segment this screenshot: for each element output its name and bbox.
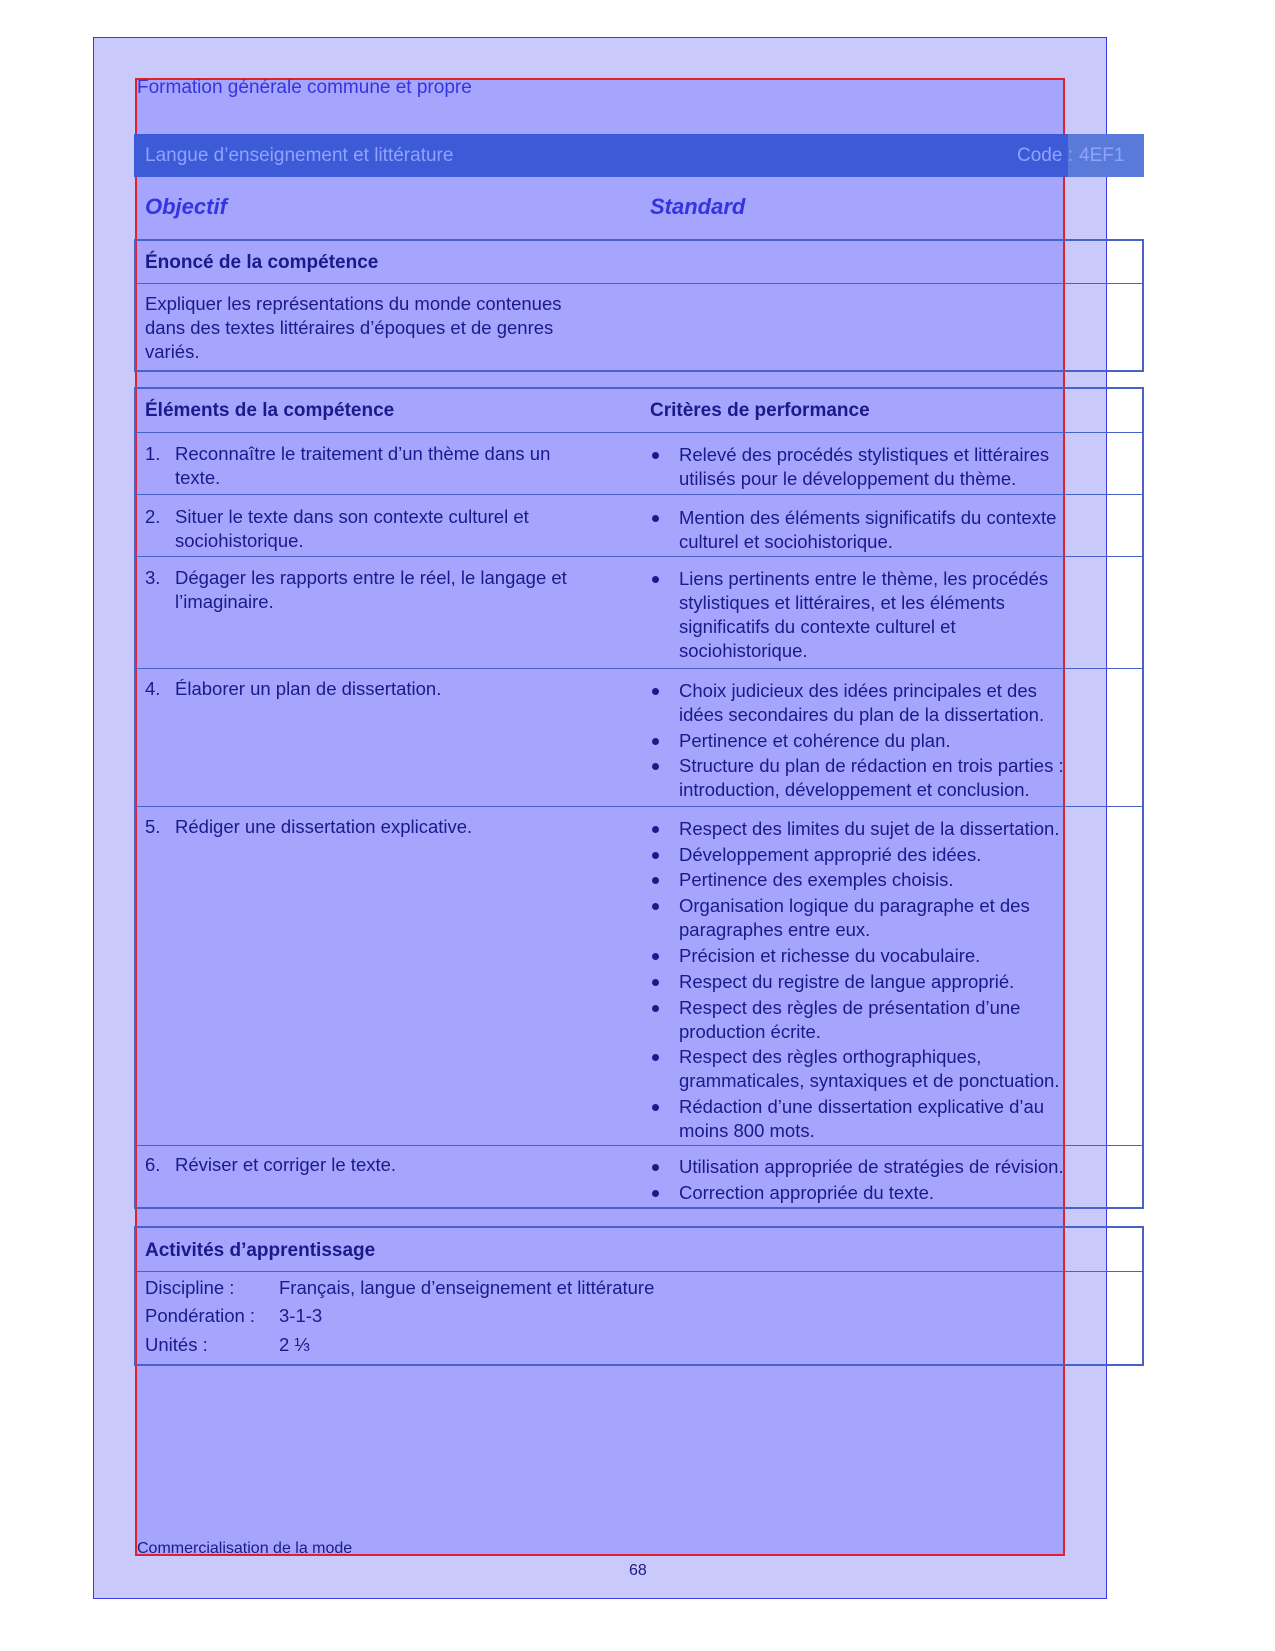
course-code-label: Code :	[1017, 145, 1073, 166]
criteria-header: Critères de performance	[650, 400, 870, 421]
criterion-text: Mention des éléments significatifs du contexte	[679, 507, 1057, 528]
footer-program: Commercialisation de la mode	[137, 1540, 353, 1557]
criterion-text: Utilisation appropriée de stratégies de révision.	[679, 1156, 1064, 1177]
criterion-text: paragraphes entre eux.	[679, 919, 871, 940]
element-text: sociohistorique.	[175, 530, 304, 551]
criterion-bullet	[652, 763, 659, 770]
element-text: Reconnaître le traitement d’un thème dans un	[175, 443, 551, 464]
criterion-text: Choix judicieux des idées principales et des	[679, 680, 1037, 701]
element-text: Élaborer un plan de dissertation.	[175, 678, 442, 699]
element-text: Situer le texte dans son contexte culturel et	[175, 506, 529, 527]
activities-title: Activités d’apprentissage	[145, 1240, 376, 1261]
criterion-bullet	[652, 877, 659, 884]
element-text: Dégager les rapports entre le réel, le langage et	[175, 567, 567, 588]
competence-line: Expliquer les représentations du monde contenues	[145, 293, 562, 314]
criterion-bullet	[652, 1104, 659, 1111]
criterion-bullet	[652, 1190, 659, 1197]
element-number: 1.	[145, 443, 161, 464]
criterion-text: introduction, développement et conclusion.	[679, 779, 1030, 800]
criterion-text: Respect des règles de présentation d’une	[679, 997, 1021, 1018]
criterion-text: significatifs du contexte culturel et	[679, 616, 956, 637]
units-label: Unités :	[145, 1334, 208, 1355]
row-divider	[134, 806, 1144, 807]
competence-divider	[134, 283, 1144, 284]
criterion-text: sociohistorique.	[679, 640, 808, 661]
criterion-bullet	[652, 688, 659, 695]
criterion-bullet	[652, 953, 659, 960]
criterion-text: Respect des règles orthographiques,	[679, 1046, 982, 1067]
activities-divider	[134, 1271, 1144, 1272]
ponderation-label: Pondération :	[145, 1305, 256, 1326]
criterion-text: Respect du registre de langue approprié.	[679, 971, 1015, 992]
criterion-bullet	[652, 452, 659, 459]
criterion-bullet	[652, 1164, 659, 1171]
competence-line: dans des textes littéraires d’époques et de genres	[145, 317, 554, 338]
row-divider	[134, 556, 1144, 557]
criterion-bullet	[652, 826, 659, 833]
row-divider	[134, 494, 1144, 495]
element-number: 5.	[145, 816, 161, 837]
criterion-text: Organisation logique du paragraphe et des	[679, 895, 1030, 916]
element-number: 6.	[145, 1154, 161, 1175]
criterion-text: Rédaction d’une dissertation explicative d’au	[679, 1096, 1045, 1117]
standard-heading: Standard	[650, 194, 746, 219]
criterion-text: moins 800 mots.	[679, 1120, 815, 1141]
elements-header: Éléments de la compétence	[145, 400, 395, 421]
criterion-bullet	[652, 515, 659, 522]
criterion-text: Correction appropriée du texte.	[679, 1182, 935, 1203]
criterion-text: grammaticales, syntaxiques et de ponctuation.	[679, 1070, 1060, 1091]
criterion-text: Respect des limites du sujet de la dissertation.	[679, 818, 1060, 839]
row-divider	[134, 1145, 1144, 1146]
criterion-text: culturel et sociohistorique.	[679, 531, 893, 552]
course-code: 4EF1	[1079, 145, 1125, 166]
competence-line: variés.	[145, 341, 200, 362]
criterion-bullet	[652, 576, 659, 583]
competence-title: Énoncé de la compétence	[145, 252, 379, 273]
discipline-value: Français, langue d’enseignement et littérature	[279, 1277, 655, 1298]
criterion-bullet	[652, 852, 659, 859]
element-text: texte.	[175, 467, 221, 488]
criterion-text: Liens pertinents entre le thème, les procédés	[679, 568, 1049, 589]
criterion-bullet	[652, 1005, 659, 1012]
page-number: 68	[629, 1562, 647, 1579]
element-text: l’imaginaire.	[175, 591, 274, 612]
element-number: 4.	[145, 678, 161, 699]
criterion-text: Développement approprié des idées.	[679, 844, 982, 865]
criterion-text: Pertinence des exemples choisis.	[679, 869, 954, 890]
criterion-text: Relevé des procédés stylistiques et littéraires	[679, 444, 1050, 465]
criterion-bullet	[652, 738, 659, 745]
criterion-text: Pertinence et cohérence du plan.	[679, 730, 951, 751]
element-number: 2.	[145, 506, 161, 527]
element-text: Rédiger une dissertation explicative.	[175, 816, 473, 837]
elements-header-divider	[134, 432, 1144, 433]
section-header: Formation générale commune et propre	[137, 77, 472, 98]
discipline-label: Discipline :	[145, 1277, 235, 1298]
criterion-text: utilisés pour le développement du thème.	[679, 468, 1017, 489]
criterion-text: idées secondaires du plan de la dissertation.	[679, 704, 1045, 725]
criterion-bullet	[652, 1054, 659, 1061]
criterion-text: production écrite.	[679, 1021, 821, 1042]
ponderation-value: 3-1-3	[279, 1305, 323, 1326]
criterion-bullet	[652, 979, 659, 986]
row-divider	[134, 668, 1144, 669]
element-number: 3.	[145, 567, 161, 588]
criterion-text: Précision et richesse du vocabulaire.	[679, 945, 981, 966]
course-title: Langue d’enseignement et littérature	[145, 145, 454, 166]
objective-heading: Objectif	[145, 194, 227, 219]
criterion-text: Structure du plan de rédaction en trois parties :	[679, 755, 1064, 776]
criterion-bullet	[652, 903, 659, 910]
criterion-text: stylistiques et littéraires, et les éléments	[679, 592, 1005, 613]
units-value: 2 ⅓	[279, 1334, 310, 1355]
element-text: Réviser et corriger le texte.	[175, 1154, 397, 1175]
